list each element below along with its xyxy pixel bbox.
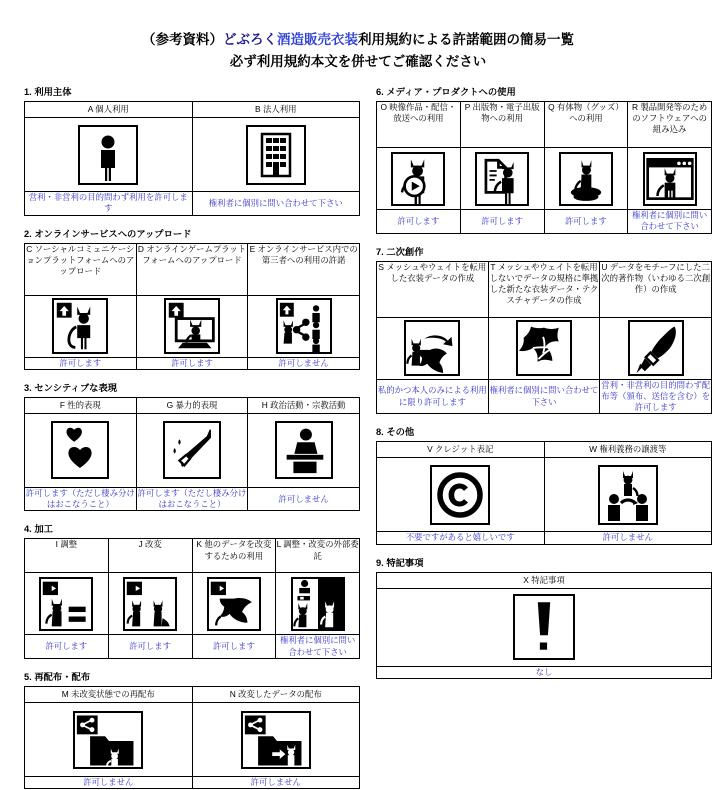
cell-permission-O: 許可します (377, 210, 461, 234)
video-play-cat-icon (391, 152, 445, 206)
section-2-title: 2. オンラインサービスへのアップロード (24, 228, 192, 239)
cell-header-H: H 政治活動・宗教活動 (248, 397, 360, 413)
table-row-permissions (25, 487, 360, 511)
building-icon (246, 125, 306, 185)
cell-icon-V (377, 458, 545, 532)
cell-header-G: G 暴力的表現 (136, 397, 248, 413)
cat-mesh-reuse-icon (404, 320, 460, 376)
table-row-icons (377, 317, 712, 379)
section-7-table (376, 261, 712, 415)
title-line-1 (0, 30, 716, 50)
cell-header-V: V クレジット表記 (377, 442, 545, 458)
cell-icon-S (377, 317, 489, 379)
cell-permission-T: 権利者に個別に問い合わせて下さい (488, 379, 600, 414)
cell-icon-D (136, 295, 248, 357)
table-row-permissions (377, 666, 712, 678)
table-row-permissions (377, 379, 712, 414)
table-row-headers (25, 687, 360, 703)
section-6-table (376, 101, 712, 234)
upload-share-icon (276, 298, 332, 354)
cell-icon-I (25, 573, 109, 635)
share-folder-cat-icon (73, 711, 143, 769)
section-4-table (24, 538, 360, 659)
cell-permission-M: 許可しません (25, 777, 193, 789)
table-row-headers (25, 243, 360, 295)
cell-header-L: L 調整・改変の外部委託 (276, 539, 360, 573)
table-row-icons (377, 148, 712, 210)
cell-permission-Q: 許可します (544, 210, 628, 234)
right-column (376, 86, 712, 790)
table-row-permissions (25, 192, 360, 216)
section-5 (24, 671, 360, 789)
table-row-permissions (377, 210, 712, 234)
table-row-icons (25, 413, 360, 487)
table-row-headers (25, 539, 360, 573)
left-column (24, 86, 360, 790)
cell-permission-K: 許可します (192, 635, 276, 659)
cell-header-Q: Q 有体物（グッズ）への利用 (544, 102, 628, 148)
table-row-headers (377, 261, 712, 317)
cell-permission-G: 許可します（ただし棲み分けはおこなうこと） (137, 487, 247, 510)
table-row-permissions (377, 532, 712, 544)
cell-header-W: W 権利義務の譲渡等 (544, 442, 712, 458)
section-9-table (376, 572, 712, 679)
sections-columns (0, 72, 716, 790)
table-row-permissions (25, 357, 360, 369)
table-row-icons (25, 118, 360, 192)
upload-catperson-icon (52, 298, 108, 354)
table-row-icons (25, 573, 360, 635)
page-title (0, 0, 716, 72)
exclamation-icon (513, 594, 575, 660)
cell-permission-S: 私的かつ本人のみによる利用に限り許可します (377, 379, 489, 414)
cell-header-D: D オンラインゲームプラットフォームへのアップロード (136, 243, 248, 295)
cell-icon-T (488, 317, 600, 379)
cell-icon-E (248, 295, 360, 357)
cell-permission-U: 営利・非営利の目的問わず配布等（頒布、送信を含む）を許可します (601, 379, 711, 413)
cell-header-R: R 製品開発等のためのソフトウェアへの組み込み (628, 102, 712, 148)
cell-header-F: F 性的表現 (25, 397, 137, 413)
share-folder-modified-icon (241, 711, 311, 769)
section-8-table (376, 441, 712, 544)
section-5-title: 5. 再配布・配布 (24, 672, 91, 683)
section-2 (24, 228, 360, 370)
cell-permission-N: 許可しません (192, 777, 360, 789)
paintbrush-icon (628, 320, 684, 376)
cat-to-shape-icon (207, 577, 261, 631)
section-3 (24, 382, 360, 512)
cell-icon-C (25, 295, 137, 357)
cell-permission-C: 許可します (25, 357, 137, 369)
table-row-icons (25, 703, 360, 777)
cell-icon-N (192, 703, 360, 777)
cell-header-N: N 改変したデータの配布 (192, 687, 360, 703)
cell-header-B: B 法人利用 (192, 102, 360, 118)
cell-icon-F (25, 413, 137, 487)
mesh-new-icon (516, 320, 572, 376)
section-1-table (24, 101, 360, 216)
transfer-people-icon (598, 465, 658, 525)
cell-header-U: U データをモチーフにした二次的著作物（いわゆる二次創作）の作成 (600, 261, 712, 317)
cell-icon-P (460, 148, 544, 210)
cell-permission-D: 許可します (136, 357, 248, 369)
cell-header-P: P 出版物・電子出版物への利用 (460, 102, 544, 148)
cell-icon-W (544, 458, 712, 532)
cell-header-J: J 改変 (108, 539, 192, 573)
table-row-headers (25, 102, 360, 118)
cell-header-X: X 特記事項 (377, 572, 712, 588)
section-9-title: 9. 特記事項 (376, 557, 424, 568)
cell-icon-J (108, 573, 192, 635)
cell-icon-M (25, 703, 193, 777)
table-row-permissions (25, 635, 360, 659)
cell-permission-P: 許可します (460, 210, 544, 234)
cell-header-T: T メッシュやウェイトを転用しないでデータの規格に準拠した新たな衣装データ・テクスチャデータの作成 (488, 261, 600, 317)
section-4-title: 4. 加工 (24, 524, 53, 535)
table-row-icons (377, 588, 712, 666)
cell-icon-R (628, 148, 712, 210)
cell-permission-W: 許可しません (544, 532, 712, 544)
section-1-title: 1. 利用主体 (24, 87, 72, 97)
cell-icon-K (192, 573, 276, 635)
cell-header-E: E オンラインサービス内での第三者への利用の許諾 (248, 243, 360, 295)
cell-permission-V: 不要ですがあると嬉しいです (377, 532, 545, 544)
cell-icon-A (25, 118, 193, 192)
cell-icon-G (136, 413, 248, 487)
table-row-permissions (25, 777, 360, 789)
section-9 (376, 557, 712, 679)
cell-header-M: M 未改変状態での再配布 (25, 687, 193, 703)
hearts-icon (51, 421, 109, 479)
section-7-title: 7. 二次創作 (376, 246, 424, 257)
upload-catmonitor-icon (164, 298, 220, 354)
section-3-title: 3. センシティブな表現 (24, 382, 118, 393)
cell-permission-A: 営利・非営利の目的問わず利用を許可します (25, 192, 193, 216)
copyright-icon (430, 465, 490, 525)
table-row-headers (377, 442, 712, 458)
section-6-title: 6. メディア・プロダクトへの使用 (376, 87, 516, 97)
cell-permission-B: 権利者に個別に問い合わせて下さい (192, 192, 360, 216)
table-row-headers (377, 102, 712, 148)
cell-permission-E: 許可しません (248, 357, 360, 369)
knife-icon (163, 421, 221, 479)
document-cat-icon (475, 152, 529, 206)
cell-icon-X (377, 588, 712, 666)
title-suffix: 利用規約による許諾範囲の簡易一覧 (358, 32, 574, 47)
cell-header-A: A 個人利用 (25, 102, 193, 118)
cat-to-cat-icon (123, 577, 177, 631)
section-7 (376, 246, 712, 415)
software-window-cat-icon (643, 152, 697, 206)
cell-icon-L (276, 573, 360, 635)
section-6 (376, 86, 712, 234)
cell-permission-I: 許可します (25, 635, 109, 659)
cell-permission-H: 許可しません (248, 487, 360, 511)
person-icon (78, 125, 138, 185)
cell-header-K: K 他のデータを改変するための利用 (192, 539, 276, 573)
table-row-headers (25, 397, 360, 413)
title-brand-doburoku: どぶろく (223, 32, 277, 47)
podium-speaker-icon (275, 421, 333, 479)
cell-icon-O (377, 148, 461, 210)
section-5-table (24, 686, 360, 789)
section-2-table (24, 243, 360, 370)
title-product-name: 酒造販売衣装 (277, 32, 358, 47)
cell-permission-J: 許可します (108, 635, 192, 659)
section-3-table (24, 397, 360, 512)
title-ref-label: （参考資料） (142, 32, 223, 47)
cell-header-C: C ソーシャルコミュニケーションプラットフォームへのアップロード (25, 243, 137, 295)
section-8-title: 8. その他 (376, 427, 415, 438)
table-row-icons (25, 295, 360, 357)
cell-icon-B (192, 118, 360, 192)
cell-icon-H (248, 413, 360, 487)
cell-icon-U (600, 317, 712, 379)
cell-icon-Q (544, 148, 628, 210)
cat-equals-icon (39, 577, 93, 631)
cell-permission-F: 許可します（ただし棲み分けはおこなうこと） (25, 487, 135, 510)
cell-header-I: I 調整 (25, 539, 109, 573)
cell-header-O: O 映像作品・配信・放送への利用 (377, 102, 461, 148)
figurine-cat-icon (559, 152, 613, 206)
section-1 (24, 86, 360, 216)
title-line-2: 必ず利用規約本文を併せてご確認ください (229, 54, 487, 69)
cell-permission-R: 権利者に個別に問い合わせて下さい (628, 210, 712, 234)
cell-header-S: S メッシュやウェイトを転用した衣装データの作成 (377, 261, 489, 317)
section-4 (24, 523, 360, 659)
cell-permission-X: なし (377, 666, 712, 678)
table-row-headers (377, 572, 712, 588)
cell-permission-L: 権利者に個別に問い合わせて下さい (276, 635, 360, 659)
table-row-icons (377, 458, 712, 532)
outsource-icon (291, 577, 345, 631)
section-8 (376, 426, 712, 544)
